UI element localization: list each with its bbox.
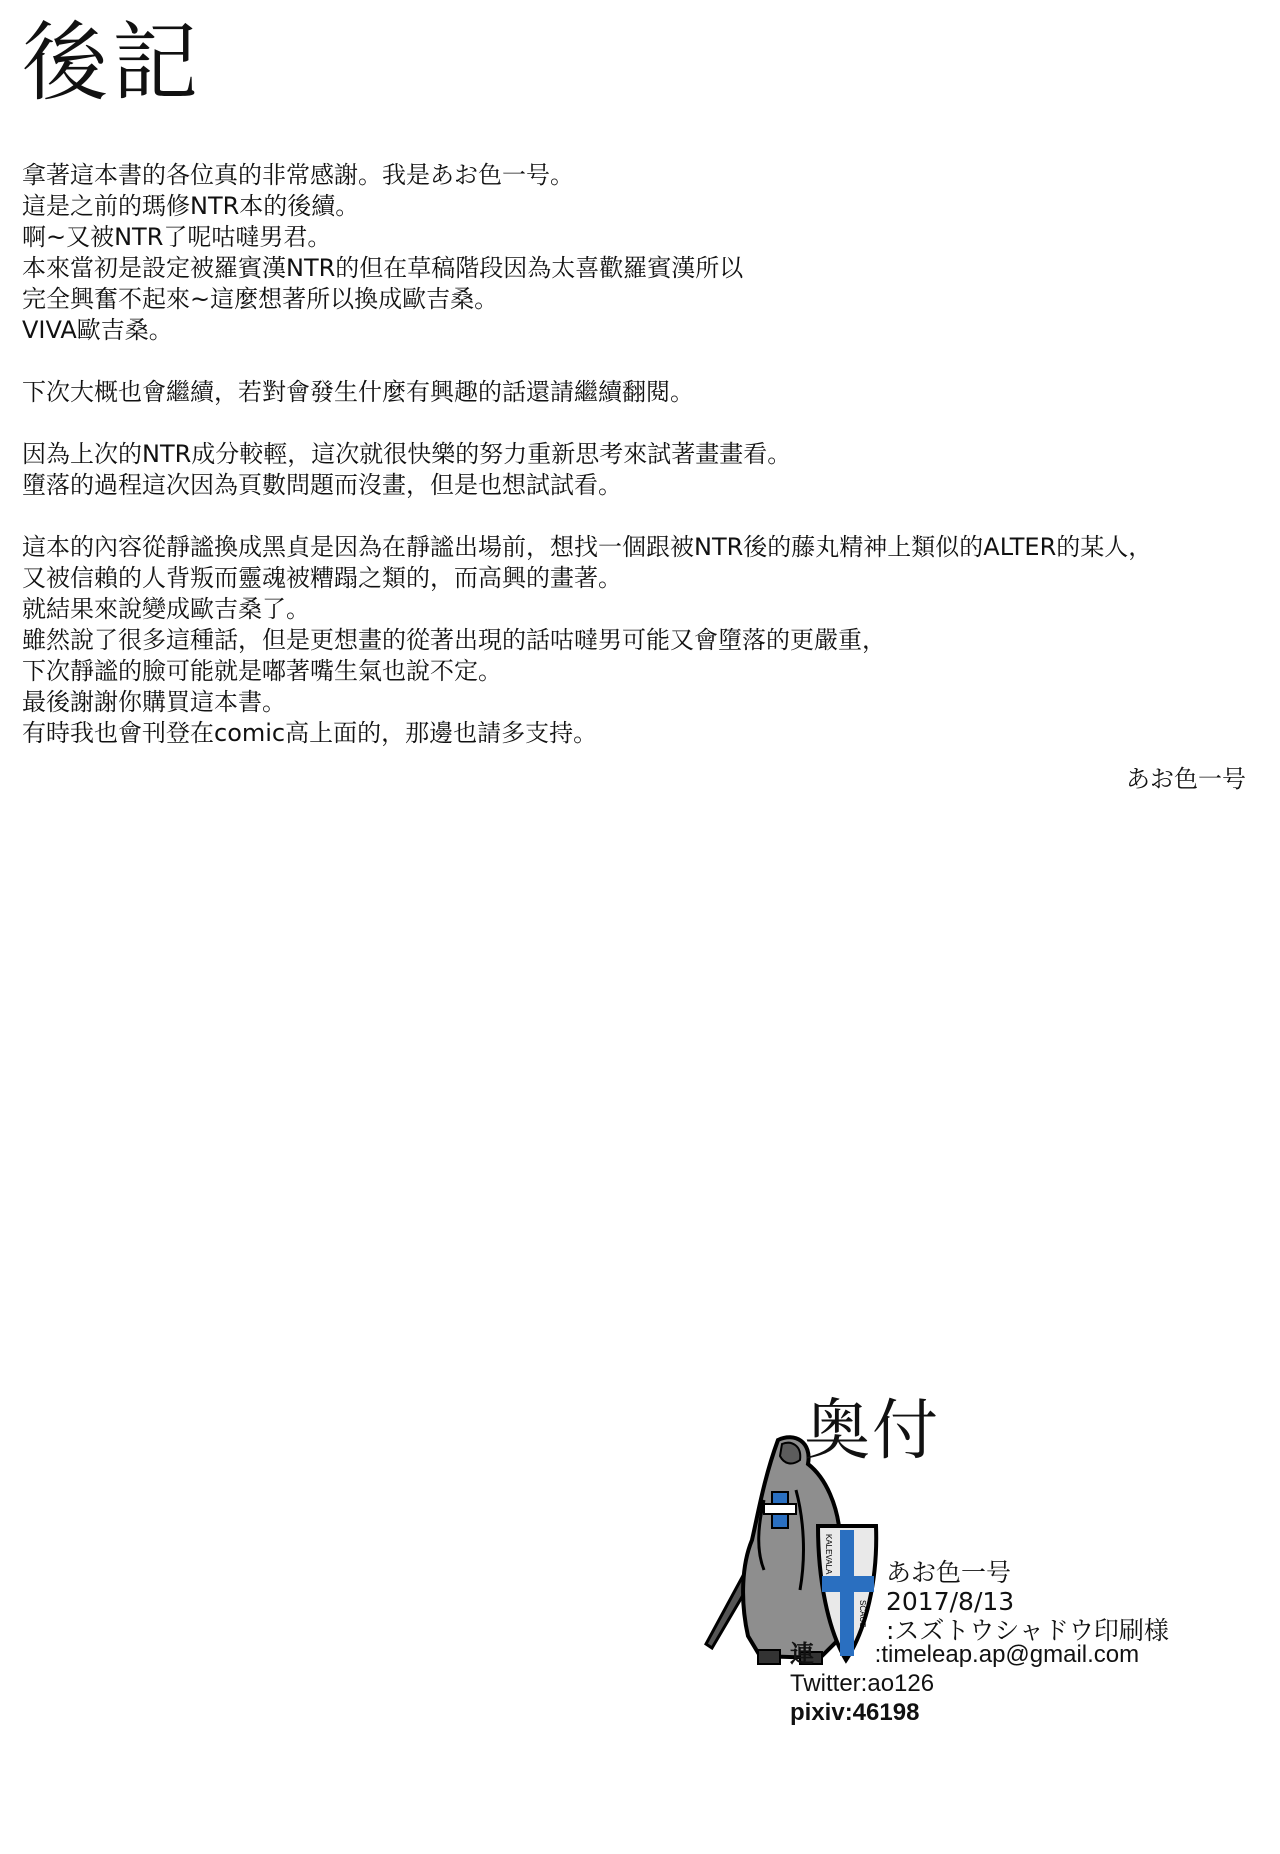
text-line: 就結果來說變成歐吉桑了。 [22,595,310,623]
paragraph-3 [22,439,1262,501]
paragraph-1 [22,160,1262,346]
afterword-body [22,160,1262,780]
author-signature: あお色一号 [1126,765,1246,793]
colophon-title: 奥付 [804,1392,940,1469]
shield-text-left: KALEVALA [824,1534,833,1575]
paragraph-4 [22,532,1262,749]
contact-email: :timeleap.ap@gmail.com [874,1641,1140,1668]
contact-twitter: Twitter:ao126 [790,1670,935,1697]
text-line: 這是之前的瑪修NTR本的後續。 [22,192,360,220]
text-line: 下次靜謐的臉可能就是嘟著嘴生氣也說不定。 [22,657,502,685]
text-line: 完全興奮不起來~這麼想著所以換成歐吉桑。 [22,285,499,313]
page-title: 後記 [22,13,202,113]
text-line: 拿著這本書的各位真的非常感謝。我是あお色一号。 [22,161,574,189]
text-line: 本來當初是設定被羅賓漢NTR的但在草稿階段因為太喜歡羅賓漢所以 [22,254,744,282]
text-line: 啊~又被NTR了呢咕噠男君。 [22,223,332,251]
text-line: 又被信賴的人背叛而靈魂被糟蹋之類的，而高興的畫著。 [22,564,622,592]
contact-email-row [790,1640,1139,1669]
text-line: 最後謝謝你購買這本書。 [22,688,286,716]
colophon-info [886,1558,1169,1645]
colophon-printer: :スズトウシャドウ印刷様 [886,1616,1169,1645]
contact-prefix: 連 [790,1641,814,1668]
text-line: 因為上次的NTR成分較輕，這次就很快樂的努力重新思考來試著畫畫看。 [22,440,792,468]
text-line: 墮落的過程這次因為頁數問題而沒畫，但是也想試試看。 [22,471,622,499]
contact-pixiv: pixiv:46198 [790,1699,920,1726]
text-line: 這本的內容從靜謐換成黑貞是因為在靜謐出場前，想找一個跟被NTR後的藤丸精神上類似的ALTER的某人， [22,533,1153,561]
paragraph-2 [22,377,1262,408]
shield-text-right: SCAUS [858,1600,867,1628]
colophon-contacts [790,1640,1139,1727]
text-line: 下次大概也會繼續，若對會發生什麼有興趣的話還請繼續翻閱。 [22,378,694,406]
colophon-author: あお色一号 [886,1558,1012,1587]
text-line: 雖然說了很多這種話，但是更想畫的從著出現的話咕噠男可能又會墮落的更嚴重， [22,626,886,654]
colophon-date: 2017/8/13 [886,1587,1015,1616]
text-line: VIVA歐吉桑。 [22,316,173,344]
text-line: 有時我也會刊登在comic高上面的，那邊也請多支持。 [22,719,598,747]
